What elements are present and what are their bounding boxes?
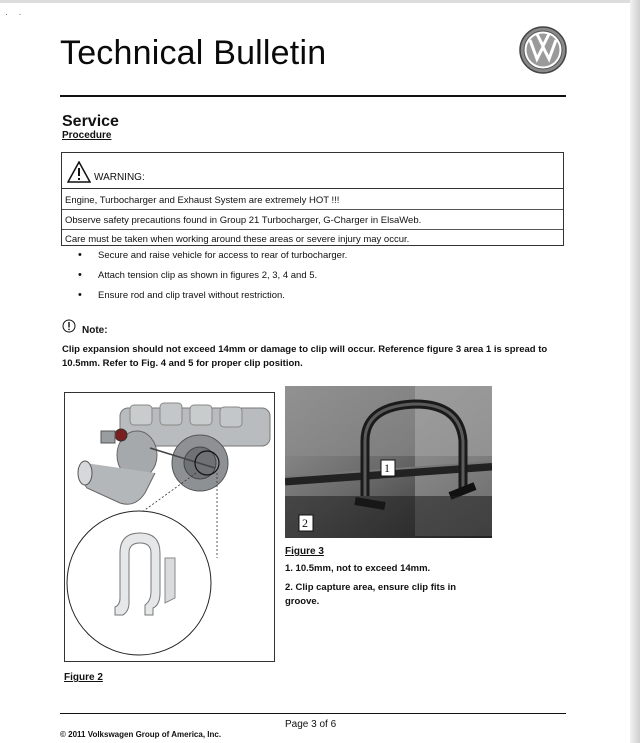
figure-2-label: Figure 2 — [64, 672, 103, 683]
warning-line: Observe safety precautions found in Group 21 Turbocharger, G-Charger in ElsaWeb. — [65, 215, 422, 226]
procedure-step: • Secure and raise vehicle for access to rear of turbocharger. — [78, 250, 347, 261]
section-title: Service — [62, 113, 119, 130]
scan-top-edge — [0, 0, 640, 3]
page-title: Technical Bulletin — [60, 34, 327, 72]
procedure-steps — [78, 250, 347, 310]
section-subtitle: Procedure — [62, 130, 112, 141]
procedure-step: • Attach tension clip as shown in figures 2, 3, 4 and 5. — [78, 270, 347, 281]
procedure-step: • Ensure rod and clip travel without restriction. — [78, 290, 347, 301]
warning-divider — [62, 229, 563, 230]
turbocharger-illustration — [65, 393, 274, 661]
info-exclamation-icon — [62, 319, 76, 333]
warning-triangle-icon — [67, 161, 91, 183]
page-number: Page 3 of 6 — [285, 719, 337, 730]
warning-line: Engine, Turbocharger and Exhaust System are extremely HOT !!! — [65, 195, 340, 206]
warning-box — [61, 152, 564, 246]
header-rule — [60, 95, 566, 97]
figure-2-frame — [64, 392, 275, 662]
note-text: Clip expansion should not exceed 14mm or damage to clip will occur. Reference figure 3 area 1 is spread to 10.5mm. Refer to Fig. 4 and 5 for proper clip position. — [62, 344, 548, 369]
figure-3-caption-1: 1. 10.5mm, not to exceed 14mm. — [285, 563, 431, 574]
warning-divider — [62, 209, 563, 210]
figure-3-marker-1: 1 — [384, 461, 390, 475]
copyright-text: © 2011 Volkswagen Group of America, Inc. — [60, 730, 222, 739]
scan-right-edge — [630, 0, 640, 743]
scan-artifact: · · — [5, 10, 22, 19]
note-label: Note: — [82, 325, 108, 336]
figure-3-caption-2: 2. Clip capture area, ensure clip fits in groove. — [285, 582, 457, 607]
warning-label: WARNING: — [94, 172, 145, 183]
figure-3-label: Figure 3 — [285, 546, 324, 557]
warning-line: Care must be taken when working around these areas or severe injury may occur. — [65, 234, 410, 245]
warning-header — [62, 153, 563, 189]
footer-rule — [60, 713, 566, 714]
vw-logo-icon — [518, 25, 568, 75]
figure-3-photo — [285, 386, 492, 538]
figure-3-marker-2: 2 — [302, 516, 308, 530]
